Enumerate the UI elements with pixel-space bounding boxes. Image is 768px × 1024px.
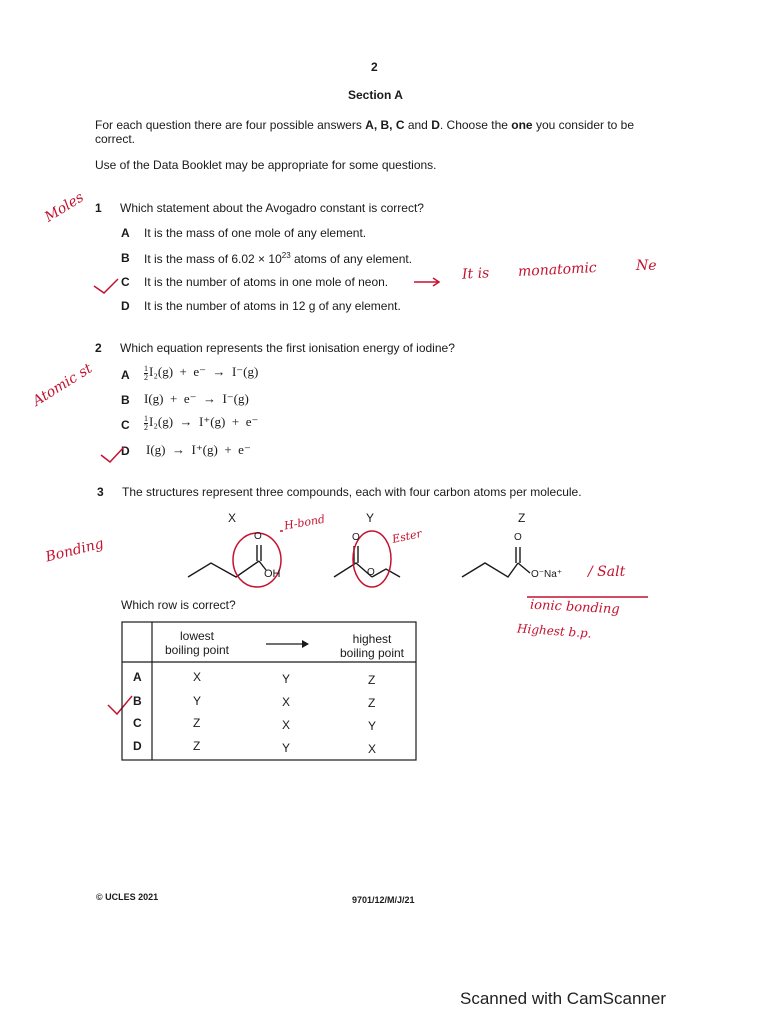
tick-q2-d [101,447,124,462]
row-d-col2: Y [282,741,291,755]
q2-option-b-equation: I(g) + e⁻ → I⁻(g) [144,391,249,406]
table-arrow-head [302,640,309,648]
x-hydroxyl: OH [264,568,281,580]
compound-label-z: Z [518,511,526,525]
annotation-moles: Moles [42,189,87,226]
eq-text: I₂(g) + e⁻ → I⁻(g) [149,364,259,379]
page-number: 2 [371,60,378,74]
section-title: Section A [348,88,403,102]
annotation-salt: / Salt [588,564,626,580]
annotation-highest: Highest b.p. [516,621,593,641]
annotation-ester: Ester [390,527,423,546]
q2-option-b-letter: B [121,393,130,407]
z-chain [462,563,518,577]
q1-b-post: atoms of any element. [290,252,413,266]
row-d-letter: D [133,739,142,753]
row-b-col1: Y [193,694,202,708]
q1-option-b-letter: B [121,251,130,265]
annotation-atomic: Atomic st [30,360,96,410]
x-oxygen: O [254,531,262,542]
scanner-watermark: Scanned with CamScanner [460,989,667,1008]
row-b-col3: Z [368,696,376,710]
data-booklet-note: Use of the Data Booklet may be appropriate for some questions. [95,158,437,172]
q1-option-c-text: It is the number of atoms in one mole of neon. [144,275,389,289]
header-lowest-1: lowest [179,629,214,643]
q1-option-c-letter: C [121,275,130,289]
z-oxygen: O [514,532,522,543]
header-highest-1: highest [352,632,392,646]
row-b-letter: B [133,694,142,708]
annotation-ne: Ne [636,258,657,274]
footer-code: 9701/12/M/J/21 [352,895,415,905]
q2-text: Which equation represents the first ionisation energy of iodine? [120,341,455,355]
row-c-col3: Y [368,719,377,733]
q1-b-pre: It is the mass of 6.02 × 10 [144,252,282,266]
row-c-letter: C [133,716,142,730]
frac-den: 2 [144,422,148,432]
eq-text: I₂(g) → I⁺(g) + e⁻ [149,414,259,429]
annotation-monatomic: monatomic [517,259,598,281]
instr-mid: . Choose the [439,118,512,132]
q1-b-sup: 23 [281,251,291,260]
y-chain-2 [372,569,400,577]
y-carbonyl-oxygen: O [352,532,360,543]
q3-number: 3 [97,485,104,499]
instr-post: you consider to be correct. [95,118,635,146]
q2-option-d-equation: I(g) → I⁺(g) + e⁻ [146,442,251,457]
row-b-col2: X [282,695,291,709]
row-d-col1: Z [193,739,201,753]
y-ether-oxygen: O [367,567,375,578]
row-a-col3: Z [368,673,376,687]
q1-number: 1 [95,201,102,215]
q1-option-a-text: It is the mass of one mole of any element. [144,226,367,240]
q1-text: Which statement about the Avogadro constant is correct? [120,201,424,215]
q3-text: The structures represent three compounds, each with four carbon atoms per molecule. [122,485,582,499]
q2-number: 2 [95,341,102,355]
z-c-o-bond [518,563,530,573]
x-chain [188,561,259,577]
frac-den: 2 [144,372,148,382]
header-highest-2: boiling point [339,646,405,660]
z-salt: O⁻Na⁺ [531,569,563,580]
q3-question: Which row is correct? [121,598,236,612]
header-lowest-2: boiling point [164,643,230,657]
q1-option-d-text: It is the number of atoms in 12 g of any element. [144,299,401,313]
frac-num: 1 [144,363,148,373]
row-c-col1: Z [193,716,201,730]
header-lowest [162,629,232,657]
annotation-bonding: Bonding [44,535,106,566]
annotation-hbond: H-bond [283,512,326,533]
q2-option-d-letter: D [121,444,130,458]
row-a-col2: Y [282,672,291,686]
annotation-it-is: It is [461,265,490,283]
tick-q3-b [108,696,132,714]
annotation-ionic: ionic bonding [529,597,620,618]
instr-letter-d: D [431,118,440,132]
compound-label-y: Y [366,511,375,525]
row-a-letter: A [133,670,142,684]
q1-option-a-letter: A [121,226,130,240]
row-a-col1: X [193,670,202,684]
instr-text: For each question there are four possible answers [95,118,366,132]
q2-option-a-letter: A [121,368,130,382]
footer-copyright: © UCLES 2021 [96,892,159,902]
row-d-col3: X [368,742,377,756]
q1-option-d-letter: D [121,299,130,313]
instr-one: one [511,118,533,132]
instr-letters: A, B, C [365,118,405,132]
q2-option-c-letter: C [121,418,130,432]
row-c-col2: X [282,718,291,732]
tick-q1-c [94,279,118,293]
instr-and: and [404,118,432,132]
frac-num: 1 [144,413,148,423]
compound-label-x: X [228,511,237,525]
header-highest [336,632,408,660]
